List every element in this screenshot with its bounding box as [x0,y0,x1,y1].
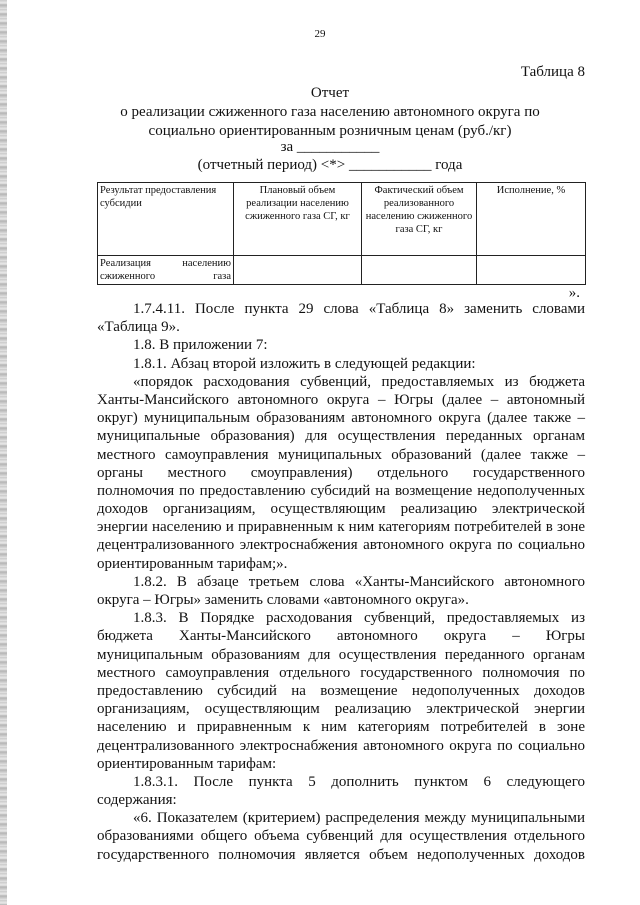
table-row [98,256,586,285]
text-line: содержания: [97,792,177,809]
text-line: полномочия по предоставлению субсидий на возмещение недополученных [97,482,585,499]
text-line: ориентированным тарифам: [97,755,277,772]
table-cell-execution [477,256,586,285]
table-label: Таблица 8 [520,64,585,80]
text-line: населению и приравненным к ним категориям потребителей в зоне [97,719,585,736]
text-line: местного самоуправления отдельного государственного полномочия по [97,664,585,681]
text-line: «Таблица 9». [97,319,180,336]
text-line: 1.8.3.1. После пункта 5 дополнить пунктом 6 следующего [133,773,585,790]
text-line: предоставлению субсидий на возмещение недополученных доходов [97,682,585,699]
text-line: образованиями общего объема субвенций для осуществления отдельного [97,828,585,845]
scan-binding-edge [0,0,7,905]
closing-quote: ». [568,285,580,301]
header-result: Результат предоставления субсидии [98,183,234,256]
header-execution-percent: Исполнение, % [477,183,586,256]
text-line: «6. Показателем (критерием) распределения между муниципальными [133,810,585,827]
text-line: 1.8.2. В абзаце третьем слова «Ханты-Мансийского автономного [133,573,585,590]
report-title: Отчет [310,85,350,101]
header-actual-volume: Фактический объем реализованного населению сжиженного газа СГ, кг [362,183,477,256]
table-cell-result: Реализация населению сжиженного газа [98,256,234,285]
report-subtitle-line-1: о реализации сжиженного газа населению автономного округа по [120,104,540,120]
text-line: муниципальные образования) для осуществления переданных органам [97,428,585,445]
report-period-caption: (отчетный период) <*> ___________ года [197,157,463,173]
text-line: округ) муниципальным образованиям автономного округа (далее также – [97,410,585,427]
text-line: децентрализованного электроснабжения автономного округа по социально [97,737,585,754]
text-line: доходов организациям, осуществляющим реализацию электрической [97,501,585,518]
text-line: децентрализованного электроснабжения автономного округа по социально [97,537,585,554]
text-line: «порядок расходования субвенций, предоставляемых из бюджета [133,373,585,390]
report-table [97,182,586,285]
text-line: муниципальным образованиям для осуществления переданного органам [97,646,585,663]
text-line: 1.8.3. В Порядке расходования субвенций, предоставляемых из [133,610,585,627]
text-line: организациям, осуществляющим реализацию электрической энергии [97,701,585,718]
text-line: 1.7.4.11. После пункта 29 слова «Таблица 8» заменить словами [133,301,585,317]
text-line: бюджета Ханты-Мансийского автономного округа – Югры [97,628,585,645]
text-line: местного самоуправления муниципальных образований (далее также – [97,446,585,463]
text-line: Ханты-Мансийского автономного округа – Югры (далее – автономный [97,391,585,408]
text-line: 1.8. В приложении 7: [133,337,268,354]
table-cell-actual [362,256,477,285]
text-line: государственного полномочия является объем недополученных доходов [97,846,585,863]
report-period-line: за ___________ [280,139,380,155]
table-header-row [98,183,586,256]
text-line: 1.8.1. Абзац второй изложить в следующей редакции: [133,355,476,372]
text-line: органы местного смоуправления) отдельного государственного [97,464,585,481]
header-planned-volume: Плановый объем реализации населению сжиженного газа СГ, кг [234,183,362,256]
body-text [97,300,585,864]
page-number: 29 [314,28,326,40]
text-line: энергии населению и приравненным к ним категориям потребителей в зоне [97,519,585,536]
report-subtitle-line-2: социально ориентированным розничным ценам (руб./кг) [148,123,512,139]
text-line: ориентированным тарифам;». [97,555,288,572]
text-line: округа – Югры» заменить словами «автономного округа». [97,592,469,608]
table-cell-planned [234,256,362,285]
